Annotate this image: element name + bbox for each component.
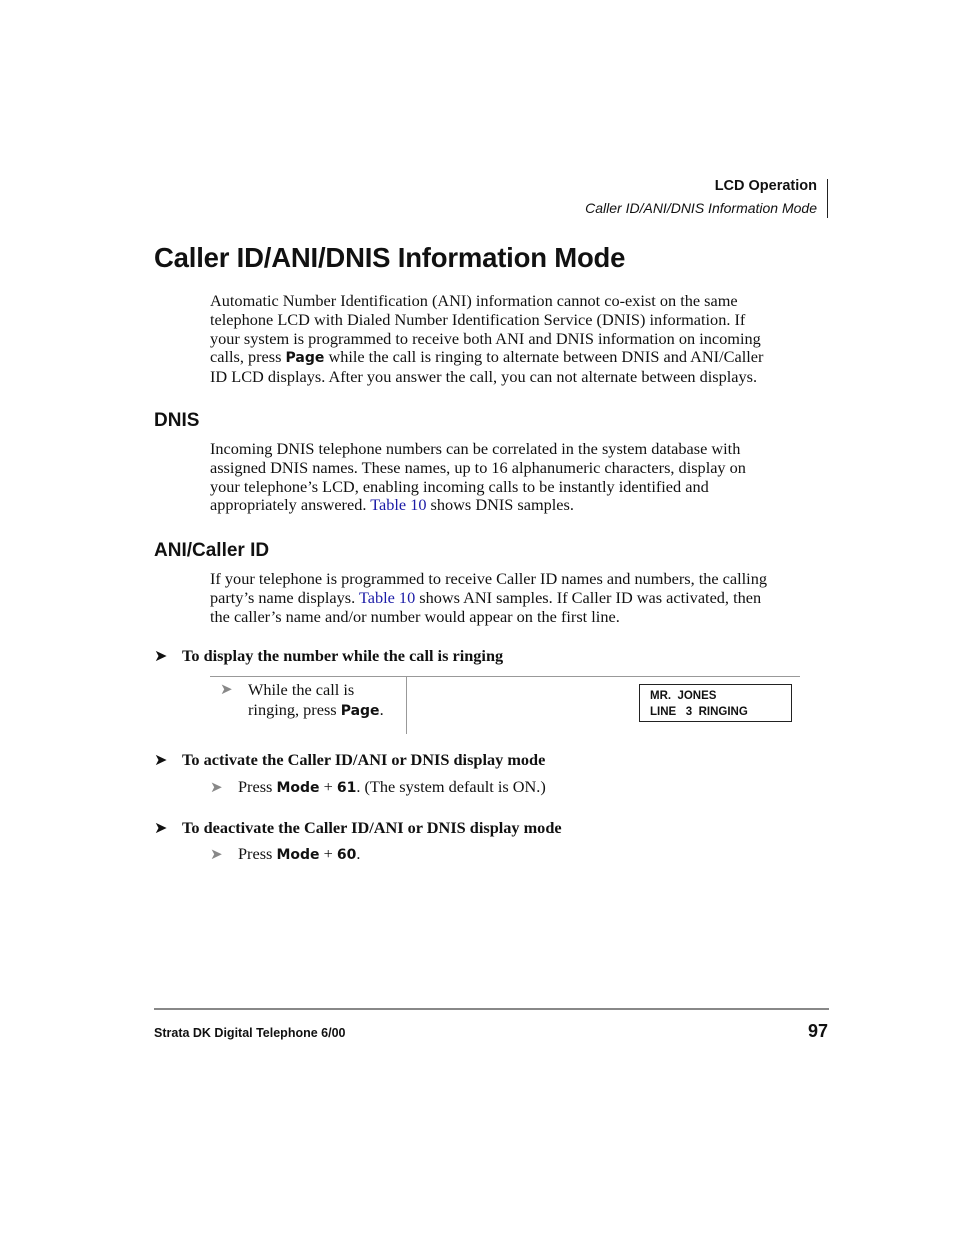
intro-paragraph: [210, 292, 810, 387]
procedure-arrow-icon: ➤: [154, 818, 168, 837]
dnis-paragraph: [210, 440, 810, 515]
running-header-section: Caller ID/ANI/DNIS Information Mode: [585, 200, 817, 216]
lcd-display: [639, 684, 792, 722]
step-arrow-icon: ➤: [210, 845, 223, 863]
step-text: Press: [238, 777, 277, 796]
procedure-title: To activate the Caller ID/ANI or DNIS display mode: [182, 750, 546, 769]
dnis-line: assigned DNIS names. These names, up to 16 alphanumeric characters, display on: [210, 457, 746, 477]
procedure-heading-activate: [154, 750, 545, 770]
intro-line: [210, 348, 810, 368]
running-header-chapter: LCD Operation: [714, 178, 817, 194]
intro-text: calls, press: [210, 347, 286, 367]
procedure-heading-display-number: [154, 646, 503, 666]
dnis-line: Incoming DNIS telephone numbers can be correlated in the system database with: [210, 439, 741, 458]
procedure-step: [220, 680, 384, 721]
step-arrow-icon: ➤: [220, 680, 233, 698]
intro-text: while the call is ringing to alternate between DNIS and ANI/Caller: [324, 347, 764, 367]
code-key: 61: [336, 780, 357, 796]
dnis-text: appropriately answered.: [210, 495, 371, 515]
table-column-rule: [406, 677, 407, 734]
step-line: .: [379, 699, 384, 719]
dnis-heading: DNIS: [154, 410, 200, 431]
mode-key: Mode: [276, 780, 320, 796]
ani-heading: ANI/Caller ID: [154, 540, 270, 561]
mode-key: Mode: [276, 847, 320, 863]
table-top-rule: [210, 676, 800, 677]
procedure-step: [210, 777, 546, 797]
procedure-arrow-icon: ➤: [154, 646, 168, 665]
step-text: .: [356, 844, 361, 863]
ani-text: party’s name displays.: [210, 587, 359, 607]
page-number: 97: [807, 1021, 828, 1041]
table-10-link[interactable]: Table 10: [358, 587, 416, 607]
page-title: Caller ID/ANI/DNIS Information Mode: [154, 242, 626, 273]
footer-rule: [154, 1008, 829, 1010]
intro-line: Automatic Number Identification (ANI) information cannot co-exist on the same: [210, 291, 738, 310]
dnis-text: shows DNIS samples.: [426, 495, 574, 515]
step-text: +: [319, 777, 337, 796]
procedure-step: [210, 844, 360, 864]
step-arrow-icon: ➤: [210, 778, 223, 796]
footer-document-title: Strata DK Digital Telephone 6/00: [154, 1026, 346, 1040]
step-text: +: [319, 844, 337, 863]
header-rule: [827, 179, 828, 218]
step-text: Press: [238, 844, 277, 863]
ani-text: shows ANI samples. If Caller ID was activated, then: [415, 587, 762, 607]
page-key: Page: [285, 350, 325, 367]
ani-line: If your telephone is programmed to receive Caller ID names and numbers, the calling: [210, 569, 767, 588]
ani-line: [210, 589, 810, 608]
dnis-line: [210, 496, 810, 515]
step-text: . (The system default is ON.): [356, 777, 546, 796]
intro-line: ID LCD displays. After you answer the call, you can not alternate between displays.: [210, 367, 758, 387]
procedure-arrow-icon: ➤: [154, 750, 168, 769]
lcd-line-1: MR. JONES: [650, 690, 717, 702]
page-key: Page: [340, 702, 380, 719]
ani-line: the caller’s name and/or number would appear on the first line.: [210, 606, 620, 626]
procedure-title: To deactivate the Caller ID/ANI or DNIS display mode: [182, 818, 562, 837]
step-line: While the call is: [248, 680, 355, 699]
step-text: [248, 680, 384, 721]
table-10-link[interactable]: Table 10: [370, 495, 427, 515]
ani-paragraph: [210, 570, 810, 626]
intro-line: your system is programmed to receive both ANI and DNIS information on incoming: [210, 328, 761, 348]
code-key: 60: [336, 847, 357, 863]
step-line: ringing, press: [248, 699, 341, 719]
procedure-heading-deactivate: [154, 818, 562, 838]
dnis-line: your telephone’s LCD, enabling incoming calls to be instantly identified and: [210, 476, 709, 496]
intro-line: telephone LCD with Dialed Number Identification Service (DNIS) information. If: [210, 309, 746, 329]
lcd-line-2: LINE 3 RINGING: [650, 705, 748, 718]
procedure-title: To display the number while the call is ringing: [182, 646, 504, 665]
